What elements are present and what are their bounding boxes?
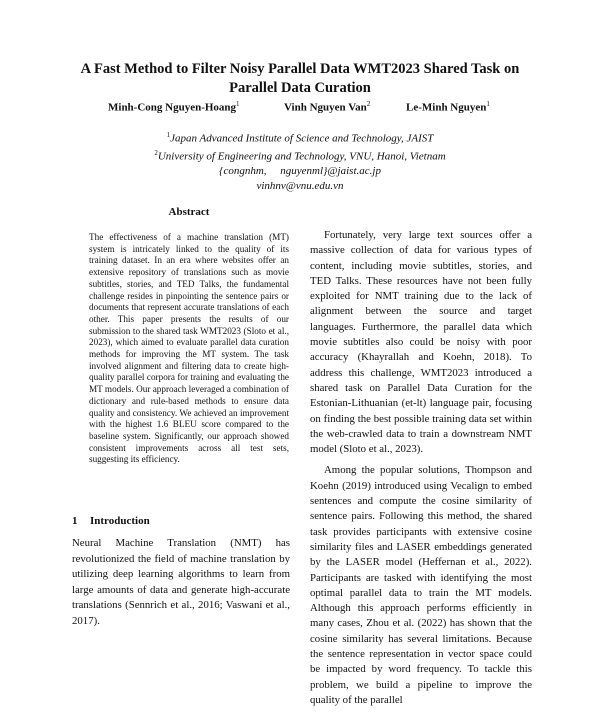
author-name: Minh-Cong Nguyen-Hoang xyxy=(108,101,237,114)
affiliation-1: $^1$Japan Advanced Institute of Science and Technology, JAIST xyxy=(166,131,434,145)
section-number: 1 xyxy=(72,515,78,527)
body-paragraph: Fortunately, very large text sources offer a massive collection of data for various types of content, including movie subtitles, stories, and TED Talks. These resources have not been fully exploited for NMT training due to the lack of alignment between the source and target languages. Furthermore, the parallel data which movie subtitles also could be noisy with poor accuracy (Khayrallah and Koehn, 2018). To address this challenge, WMT2023 introduced a shared task on Parallel Data Curation for the Estonian-Lithuanian (et-lt) language pair, focusing on finding the best possible training data set within the web-crawled data to train a downstream NMT model (Sloto et al., 2023). xyxy=(310,229,532,456)
author-sup: 1 xyxy=(236,100,240,108)
email-2: vinhnv@vnu.edu.vn xyxy=(256,179,344,192)
body-paragraph: Among the popular solutions, Thompson and Koehn (2019) introduced using Vecalign to embed sentences and compute the cosine similarity of sentence pairs. Following this method, the shared task provides participants with extensive cosine similarity files and LASER embeddings generated by the LASER model (Heffernan et al., 2022). Participants are tasked with identifying the most optimal parallel data to train the MT models. Although this approach performs efficiently in many cases, Zhou et al. (2022) has shown that the cosine similarity has several limitations. Because the sentence representation in vector space could be impacted by word frequency. To tackle this problem, we build a pipeline to improve the quality of the parallel xyxy=(310,464,532,706)
right-column xyxy=(310,228,532,714)
section-title: Introduction xyxy=(90,515,150,527)
author-3 xyxy=(406,100,490,114)
author-sup: 1 xyxy=(486,100,490,108)
author-2 xyxy=(284,100,370,114)
abstract-body: The effectiveness of a machine translation (MT) system is intricately linked to the quality of its training dataset. In an era where websites offer an extensive repository of translations such as movie subtitles, stories, and TED Talks, the fundamental challenge resides in pinpointing the sentence pairs or documents that represent accurate translations of each other. This paper presents the results of our submission to the shared task WMT2023 (Sloto et al., 2023), which aimed to evaluate parallel data curation methods for improving the MT system. The task involved alignment and filtering data to create high-quality parallel corpora for training and evaluating the MT models. Our approach leveraged a combination of dictionary and rule-based methods to ensure data quality and consistency. We achieved an improvement with the highest 1.6 BLEU score compared to the baseline system. Significantly, our approach showed consistent improvements across all test sets, suggesting its efficiency. xyxy=(89,232,289,465)
affiliations xyxy=(80,128,520,193)
abstract-column xyxy=(89,206,289,466)
author-name: Le-Minh Nguyen xyxy=(406,101,487,114)
email-1: {congnhm, nguyenml}@jaist.ac.jp xyxy=(219,165,381,178)
intro-paragraph: Neural Machine Translation (NMT) has revolutionized the field of machine translation by utilizing deep learning algorithms to learn from large amounts of data and generate high-accurate translations (Sennrich et al., 2016; Vaswani et al., 2017). xyxy=(72,537,290,627)
paper-title: A Fast Method to Filter Noisy Parallel Data WMT2023 Shared Task on Parallel Data Curation xyxy=(80,61,520,96)
section-heading xyxy=(72,515,150,527)
abstract-heading: Abstract xyxy=(168,206,210,218)
affiliation-2: $^2$University of Engineering and Technology, VNU, Hanoi, Vietnam xyxy=(154,149,446,163)
author-name: Vinh Nguyen Van xyxy=(284,101,367,114)
author-sup: 2 xyxy=(366,100,371,108)
author-1 xyxy=(108,100,240,114)
